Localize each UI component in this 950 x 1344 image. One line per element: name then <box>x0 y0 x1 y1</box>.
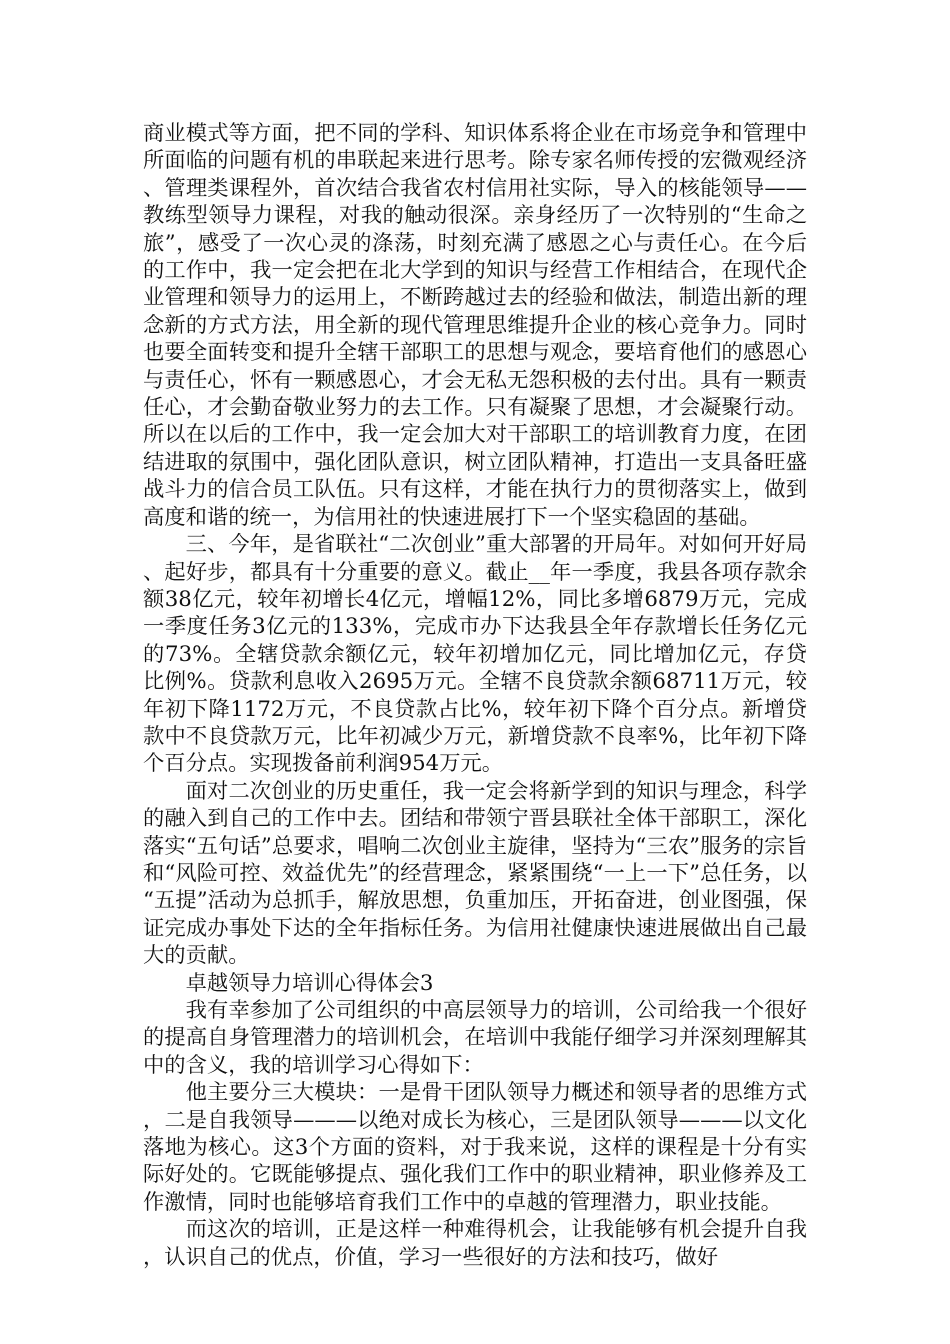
paragraph-7: 而这次的培训，正是这样一种难得机会，让我能够有机会提升自我，认识自己的优点，价值，学习一些很好的方法和技巧，做好 <box>143 1217 807 1270</box>
paragraph-6: 他主要分三大模块：一是骨干团队领导力概述和领导者的思维方式，二是自我领导———以绝对成长为核心，三是团队领导———以文化落地为核心。这3个方面的资料，对于我来说，这样的课程是十分有实际好处的。它既能够提点、强化我们工作中的职业精神，职业修养及工作激情，同时也能够培育我们工作中的卓越的管理潜力，职业技能。 <box>143 1080 807 1215</box>
paragraph-3: 面对二次创业的历史重任，我一定会将新学到的知识与理念，科学的融入到自己的工作中去。团结和带领宁晋县联社全体干部职工，深化落实“五句话”总要求，唱响二次创业主旋律，坚持为“三农”服务的宗旨和“风险可控、效益优先”的经营理念，紧紧围绕“一上一下”总任务，以“五提”活动为总抓手，解放思想，负重加压，开拓奋进，创业图强，保证完成办事处下达的全年指标任务。为信用社健康快速进展做出自己最大的贡献。 <box>143 778 807 969</box>
section-heading: 卓越领导力培训心得体会3 <box>185 970 434 996</box>
paragraph-5: 我有幸参加了公司组织的中高层领导力的培训，公司给我一个很好的提高自身管理潜力的培训机会，在培训中我能仔细学习并深刻理解其中的含义，我的培训学习心得如下： <box>143 998 807 1078</box>
paragraph-2: 三、今年，是省联社“二次创业”重大部署的开局年。对如何开好局、起好步，都具有十分重要的意义。截止__年一季度，我县各项存款余额38亿元，较年初增长4亿元，增幅12%，同比多增6879万元，完成一季度任务3亿元的133%，完成市办下达我县全年存款增长任务亿元的73%。全辖贷款余额亿元，较年初增加亿元，同比增加亿元，存贷比例%。贷款利息收入2695万元。全辖不良贷款余额68711万元，较年初下降1172万元，不良贷款占比%，较年初下降个百分点。新增贷款中不良贷款万元，比年初减少万元，新增贷款不良率%，比年初下降个百分点。实现拨备前利润954万元。 <box>143 532 807 777</box>
document-page <box>143 120 807 1271</box>
paragraph-1: 商业模式等方面，把不同的学科、知识体系将企业在市场竞争和管理中所面临的问题有机的串联起来进行思考。除专家名师传授的宏微观经济、管理类课程外，首次结合我省农村信用社实际，导入的核能领导——教练型领导力课程，对我的触动很深。亲身经历了一次特别的“生命之旅”，感受了一次心灵的涤荡，时刻充满了感恩之心与责任心。在今后的工作中，我一定会把在北大学到的知识与经营工作相结合，在现代企业管理和领导力的运用上，不断跨越过去的经验和做法，制造出新的理念新的方式方法，用全新的现代管理思维提升企业的核心竞争力。同时也要全面转变和提升全辖干部职工的思想与观念，要培育他们的感恩心与责任心，怀有一颗感恩心，才会无私无怨积极的去付出。具有一颗责任心，才会勤奋敬业努力的去工作。只有凝聚了思想，才会凝聚行动。所以在以后的工作中，我一定会加大对干部职工的培训教育力度，在团结进取的氛围中，强化团队意识，树立团队精神，打造出一支具备旺盛战斗力的信合员工队伍。只有这样，才能在执行力的贯彻落实上，做到高度和谐的统一，为信用社的快速进展打下一个坚实稳固的基础。 <box>143 121 807 530</box>
